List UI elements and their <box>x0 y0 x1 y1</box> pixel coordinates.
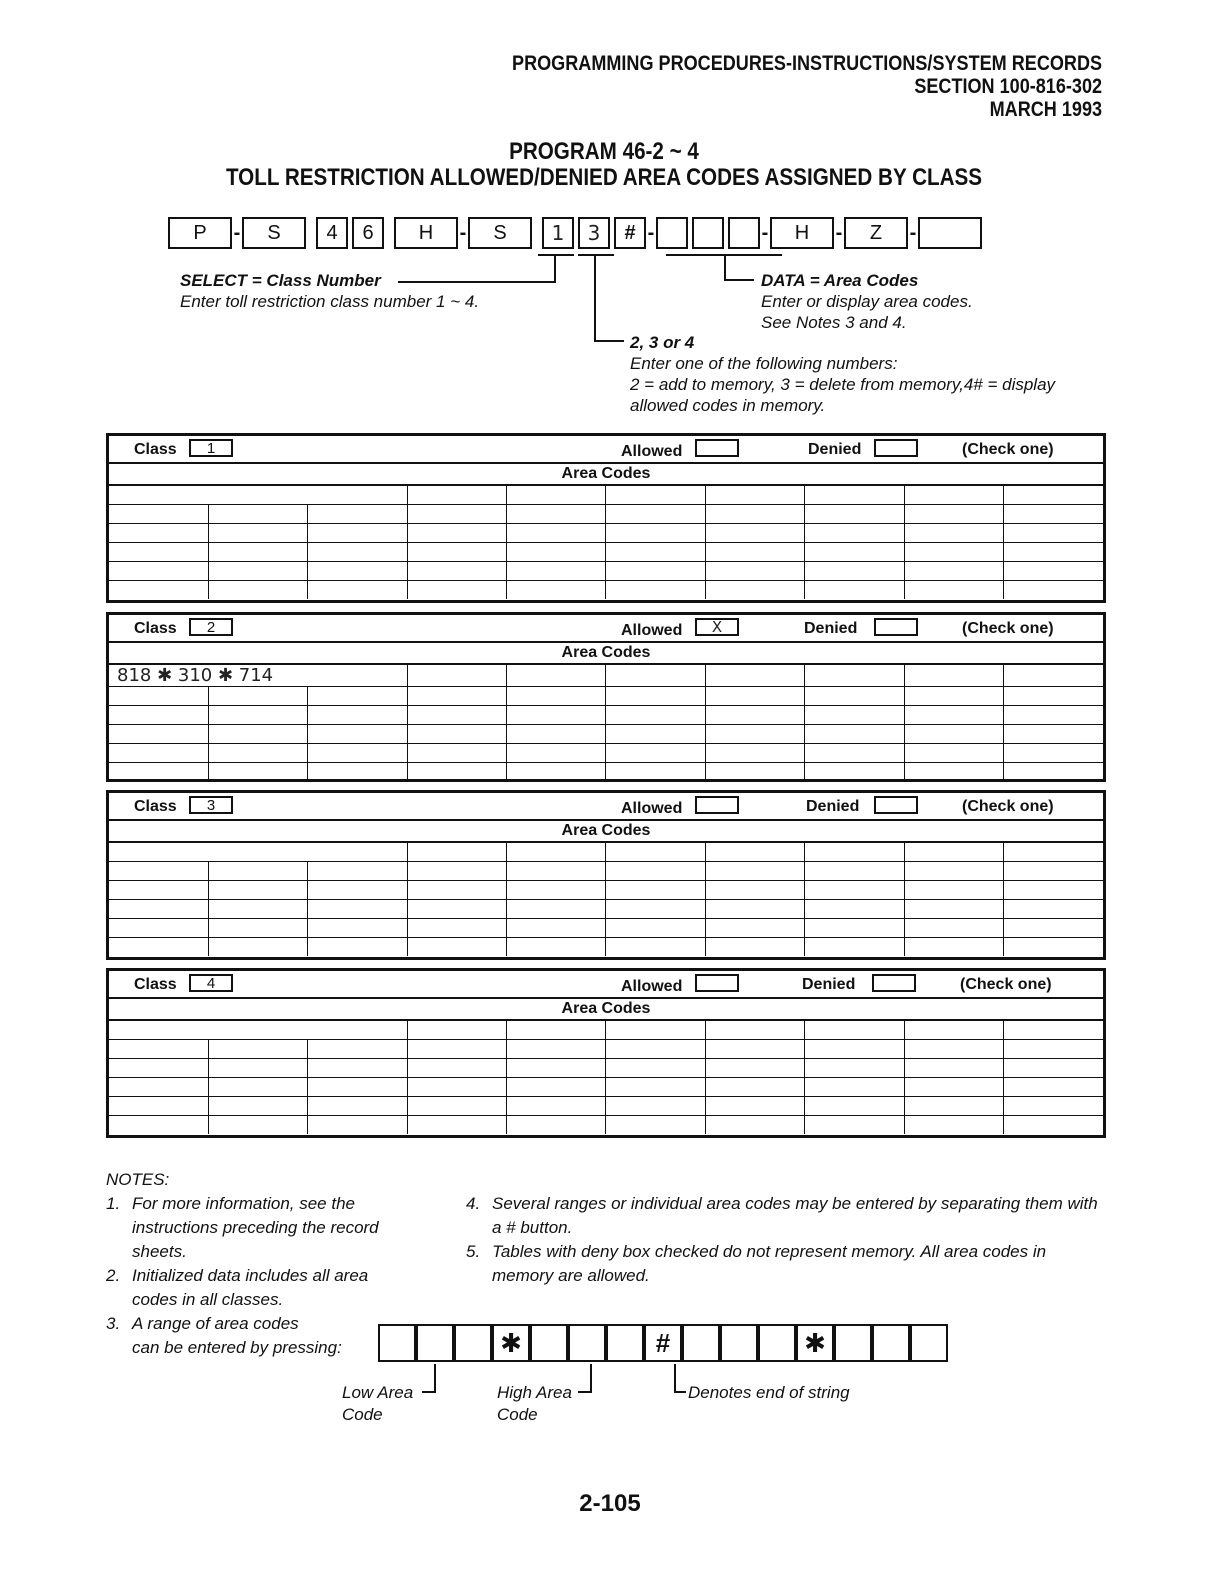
allowed-checkbox[interactable] <box>695 974 739 992</box>
key-6: 6 <box>352 217 384 249</box>
key-s-2: S <box>468 217 532 249</box>
operation-annotation <box>630 332 1055 416</box>
high-area-code-label: High Area Code <box>497 1383 572 1424</box>
page-number: 2-105 <box>579 1490 641 1517</box>
class-label: Class <box>134 441 177 458</box>
note-2-cont: codes in all classes. <box>132 1290 284 1309</box>
data-annotation <box>761 270 973 333</box>
allowed-checkbox[interactable]: X <box>695 618 739 636</box>
class-table-3 <box>106 790 1106 960</box>
note-4: 4. Several ranges or individual area codes may be entered by separating them with <box>466 1194 1098 1213</box>
check-one-label: (Check one) <box>962 798 1054 815</box>
allowed-label: Allowed <box>621 443 683 460</box>
note-1-cont: sheets. <box>132 1242 187 1261</box>
class-table-4 <box>106 968 1106 1138</box>
allowed-label: Allowed <box>621 800 683 817</box>
select-desc: Enter toll restriction class number 1 ~ 4. <box>180 292 480 311</box>
note-1: 1. For more information, see the <box>106 1194 355 1213</box>
key-z: Z <box>844 217 908 249</box>
check-one-label: (Check one) <box>960 976 1052 993</box>
area-code-entry[interactable] <box>109 486 407 505</box>
area-codes-label: Area Codes <box>109 464 1103 486</box>
key-h: H <box>394 217 458 249</box>
area-code-entry[interactable] <box>109 1021 407 1040</box>
denied-checkbox[interactable] <box>874 618 918 636</box>
class-label: Class <box>134 620 177 637</box>
class-header <box>109 793 1103 821</box>
class-table-2 <box>106 612 1106 782</box>
note-3-cont: can be entered by pressing: <box>132 1338 342 1357</box>
check-one-label: (Check one) <box>962 620 1054 637</box>
data-title: DATA = Area Codes <box>761 271 919 290</box>
key-p: P <box>168 217 232 249</box>
denied-label: Denied <box>802 976 856 993</box>
program-name: TOLL RESTRICTION ALLOWED/DENIED AREA CODES ASSIGNED BY CLASS <box>225 164 983 191</box>
range-example <box>378 1324 948 1362</box>
header-line3: MARCH 1993 <box>989 98 1102 121</box>
star-key: ✱ <box>492 1324 530 1362</box>
select-title: SELECT = Class Number <box>180 271 381 290</box>
note-5: 5. Tables with deny box checked do not represent memory. All area codes in <box>466 1242 1047 1261</box>
header-line1: PROGRAMMING PROCEDURES-INSTRUCTIONS/SYSTEM RECORDS <box>511 52 1102 75</box>
class-label: Class <box>134 798 177 815</box>
area-code-entry[interactable]: 818 ✱ 310 ✱ 714 <box>109 665 407 687</box>
select-annotation <box>180 270 479 312</box>
class-number-box: 3 <box>189 796 233 814</box>
denied-label: Denied <box>806 798 860 815</box>
doc-header <box>512 52 1102 121</box>
star-key: ✱ <box>796 1324 834 1362</box>
key-sequence: P - S 4 6 H - S 1 3 # - - H - Z - <box>168 214 982 252</box>
class-label: Class <box>134 976 177 993</box>
end-of-string-label: Denotes end of string <box>688 1383 850 1402</box>
class-header <box>109 436 1103 464</box>
key-4: 4 <box>316 217 348 249</box>
data-box-3[interactable] <box>728 217 760 249</box>
op-desc-1: Enter one of the following numbers: <box>630 354 898 373</box>
allowed-label: Allowed <box>621 978 683 995</box>
end-box[interactable] <box>918 217 982 249</box>
data-box-2[interactable] <box>692 217 724 249</box>
allowed-checkbox[interactable] <box>695 439 739 457</box>
notes-heading: NOTES: <box>106 1170 170 1189</box>
area-code-grid <box>109 486 1103 599</box>
denied-label: Denied <box>808 441 862 458</box>
class-entry-box[interactable]: 1 <box>542 217 574 249</box>
area-code-grid <box>109 665 1103 781</box>
check-one-label: (Check one) <box>962 441 1054 458</box>
allowed-checkbox[interactable] <box>695 796 739 814</box>
op-desc-2: 2 = add to memory, 3 = delete from memory,4# = display <box>630 375 1056 394</box>
key-hash: # <box>614 217 646 249</box>
op-desc-3: allowed codes in memory. <box>630 396 826 415</box>
area-code-entry[interactable] <box>109 843 407 862</box>
data-desc-2: See Notes 3 and 4. <box>761 313 907 332</box>
data-box-1[interactable] <box>656 217 688 249</box>
area-codes-label: Area Codes <box>109 643 1103 665</box>
denied-label: Denied <box>804 620 858 637</box>
note-5-cont: memory are allowed. <box>492 1266 650 1285</box>
class-number-box: 4 <box>189 974 233 992</box>
key-h-2: H <box>770 217 834 249</box>
area-code-grid <box>109 843 1103 956</box>
allowed-label: Allowed <box>621 622 683 639</box>
denied-checkbox[interactable] <box>874 796 918 814</box>
denied-checkbox[interactable] <box>874 439 918 457</box>
note-4-cont: a # button. <box>492 1218 573 1237</box>
denied-checkbox[interactable] <box>872 974 916 992</box>
class-number-box: 2 <box>189 618 233 636</box>
class-table-1 <box>106 433 1106 603</box>
key-s: S <box>242 217 306 249</box>
note-1-cont: instructions preceding the record <box>132 1218 379 1237</box>
class-header <box>109 971 1103 999</box>
header-line2: SECTION 100-816-302 <box>914 75 1102 98</box>
program-title: PROGRAM 46-2 ~ 4 <box>509 138 699 165</box>
hash-key: # <box>644 1324 682 1362</box>
low-area-code-label: Low Area Code <box>342 1383 414 1424</box>
area-codes-label: Area Codes <box>109 821 1103 843</box>
operation-entry-box[interactable]: 3 <box>578 217 610 249</box>
note-2: 2. Initialized data includes all area <box>106 1266 369 1285</box>
area-codes-label: Area Codes <box>109 999 1103 1021</box>
op-title: 2, 3 or 4 <box>630 333 695 352</box>
data-desc-1: Enter or display area codes. <box>761 292 973 311</box>
notes-right <box>466 1192 1116 1288</box>
class-number-box: 1 <box>189 439 233 457</box>
class-header <box>109 615 1103 643</box>
area-code-grid <box>109 1021 1103 1134</box>
note-3: 3. A range of area codes <box>106 1314 299 1333</box>
